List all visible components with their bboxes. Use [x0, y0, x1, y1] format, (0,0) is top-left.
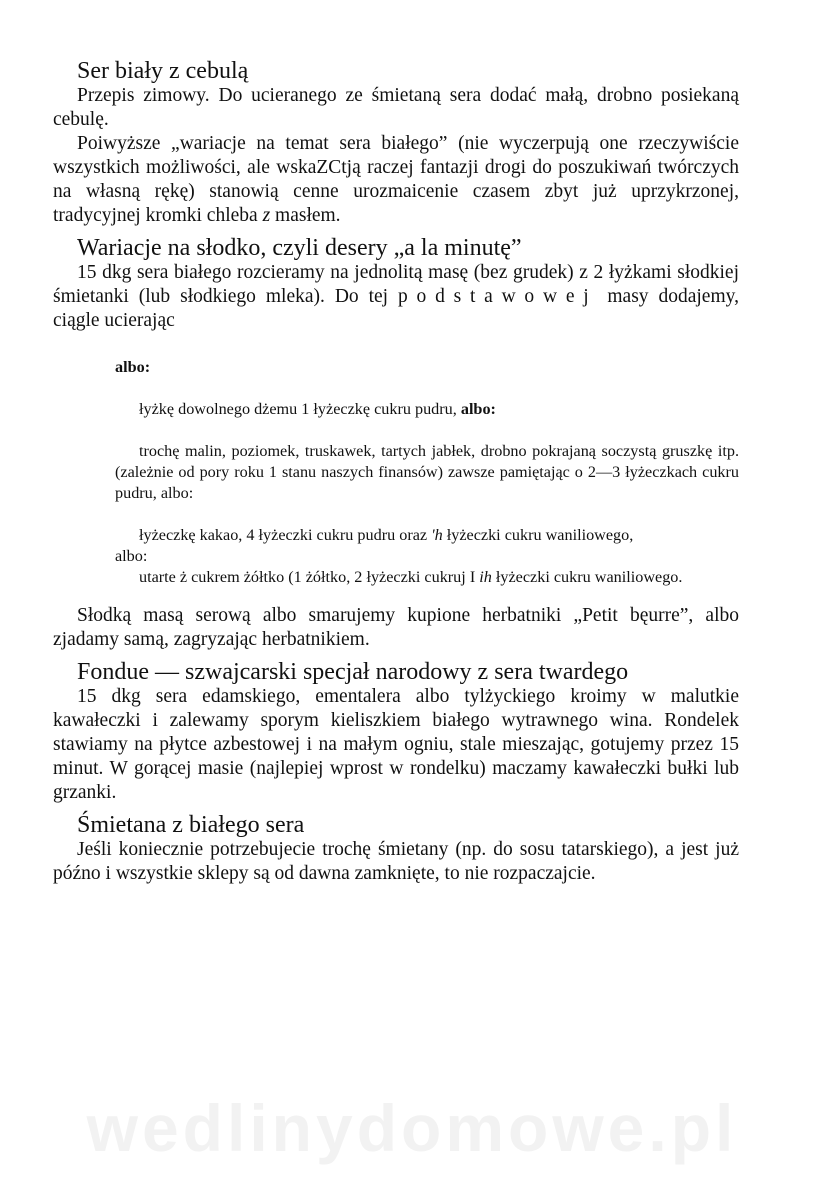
list-item-text: łyżeczki cukru waniliowego.: [495, 568, 683, 586]
paragraph: [53, 261, 739, 333]
document-page: [53, 58, 739, 886]
italic-letter: z: [262, 205, 271, 226]
fraction-glyph: 'h: [431, 526, 443, 544]
paragraph: Jeśli koniecznie potrzebujecie trochę śmietany (np. do sosu tatarskiego), a jest już późno i wszystkie sklepy są od dawna zamknięte, to nie rozpaczajcie.: [53, 839, 739, 884]
list-item: trochę malin, poziomek, truskawek, tartych jabłek, drobno pokrajaną soczystą gruszkę itp. (zależnie od pory roku 1 stanu naszych finansów) zawsze pamiętając o 2—3 łyżeczkach cukru pudru, albo:: [115, 442, 739, 502]
list-item-text: łyżeczkę kakao, 4 łyżeczki cukru pudru oraz: [139, 526, 428, 544]
paragraph: 15 dkg sera edamskiego, ementalera albo tylżyckiego kroimy w malutkie kawałeczki i zalewamy sporym kieliszkiem białego wytrawnego wina. Rondelek stawiamy na płytce azbestowej i na małym ogniu, stale mieszając, gotujemy przez 15 minut. W gorącej masie (najlepiej wprost w rondelku) maczamy kawałeczki bułki lub grzanki.: [53, 686, 739, 803]
variations-list: [115, 357, 739, 588]
list-item: albo:: [115, 547, 148, 565]
paragraph: [53, 132, 739, 228]
list-item-text: utarte ż cukrem żółtko (1 żółtko, 2 łyżeczki cukruj I: [139, 568, 476, 586]
list-item-text: łyżeczki cukru waniliowego,: [446, 526, 634, 544]
list-item: [115, 525, 739, 546]
section-title-ser-bialy-z-cebula: Ser biały z cebulą: [77, 58, 249, 84]
paragraph-text: masy dodajemy, ciągle ucierając: [53, 286, 739, 331]
paragraph-text: Poiwyższe „wariacje na temat sera białego” (nie wyczerpują one rzeczywiście wszystkich możliwości, ale wskaZCtją raczej fantazji drogi do poszukiwań twórczych na własną rękę) stanowią cenne urozmaicenie czasem zbyt już uprzykrzonej, tradycyjnej kromki chleba: [53, 133, 739, 226]
list-item-text: łyżkę dowolnego dżemu 1 łyżeczkę cukru pudru,: [139, 400, 457, 418]
paragraph-text: masłem.: [275, 205, 341, 226]
list-item: [115, 399, 739, 420]
section-title-wariacje-na-slodko: Wariacje na słodko, czyli desery „a la minutę”: [77, 235, 522, 261]
paragraph-text: 15 dkg sera białego rozcieramy na jednolitą masę (bez grudek) z 2 łyżkami słodkiej śmietanki (lub słodkiego mleka). Do tej: [53, 262, 739, 307]
paragraph: Przepis zimowy. Do ucieranego ze śmietaną sera dodać małą, drobno posiekaną cebulę.: [53, 85, 739, 130]
spaced-emphasis: podstawowej: [398, 286, 598, 307]
watermark: wedlinydomowe.pl: [86, 1091, 738, 1165]
list-item-bold: albo:: [460, 400, 496, 418]
paragraph: Słodką masą serową albo smarujemy kupione herbatniki „Petit bęurre”, albo zjadamy samą, zagryzając herbatnikiem.: [53, 605, 739, 650]
list-item: [115, 567, 739, 588]
section-title-smietana: Śmietana z białego sera: [77, 812, 305, 838]
albo-heading: albo:: [115, 358, 151, 376]
section-title-fondue: Fondue — szwajcarski specjał narodowy z sera twardego: [77, 659, 629, 685]
fraction-glyph: ih: [479, 568, 492, 586]
